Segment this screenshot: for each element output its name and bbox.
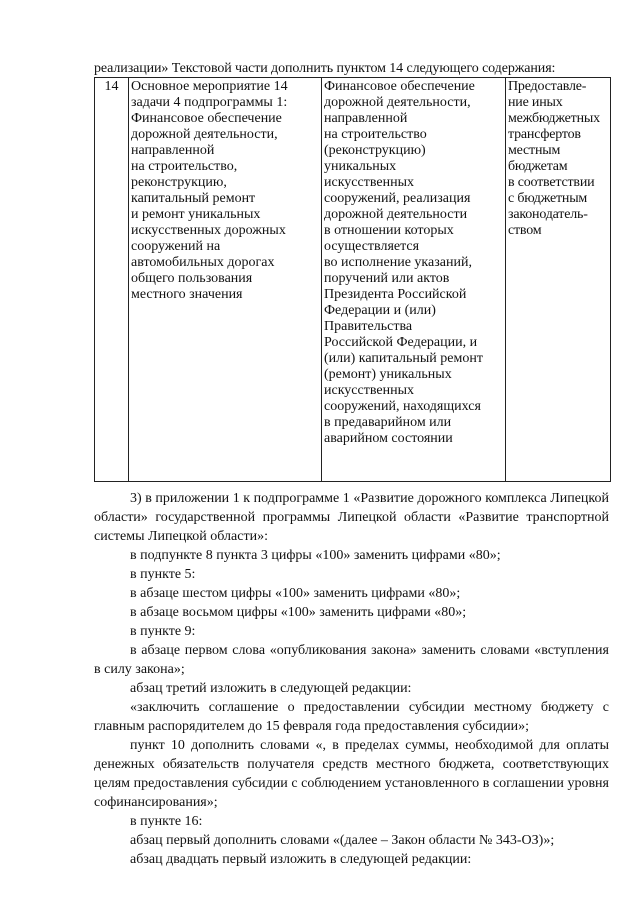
cell-line: на строительство (324, 127, 427, 142)
cell-line: в предаварийном или (324, 415, 452, 430)
cell-line: Финансовое обеспечение (131, 111, 282, 126)
cell-line: направленной (324, 111, 408, 126)
cell-line: общего пользования (131, 271, 253, 286)
paragraph: в подпункте 8 пункта 3 цифры «100» заменить цифрами «80»; (130, 548, 501, 563)
cell-line: сооружений, реализация (324, 191, 471, 206)
paragraph: «заключить соглашение о предоставлении субсидии местному бюджету с главным распорядителем до 15 февраля года предоставления субсидии»; (94, 700, 609, 734)
cell-line: в отношении которых (324, 223, 454, 238)
mechanism-cell (506, 78, 611, 482)
cell-line: во исполнение указаний, (324, 255, 472, 270)
cell-line: ние иных (508, 95, 563, 110)
cell-line: задачи 4 подпрограммы 1: (131, 95, 288, 110)
cell-line: искусственных дорожных (131, 223, 286, 238)
paragraph: 3) в приложении 1 к подпрограмме 1 «Развитие дорожного комплекса Липецкой области» государственной программы Липецкой области «Развитие транспортной системы Липецкой области»: (94, 491, 609, 544)
cell-line: Российской Федерации, и (324, 335, 478, 350)
cell-line: сооружений на (131, 239, 221, 254)
paragraph: в пункте 5: (130, 567, 196, 582)
cell-line: реконструкцию, (131, 175, 227, 190)
cell-line: межбюджетных (508, 111, 600, 126)
paragraph: в абзаце шестом цифры «100» заменить цифрами «80»; (130, 586, 461, 601)
cell-line: с бюджетным (508, 191, 588, 206)
cell-line: Федерации и (или) (324, 303, 436, 318)
paragraph: пункт 10 дополнить словами «, в пределах суммы, необходимой для оплаты денежных обязательств получателя средств местного бюджета, соответствующих целям предоставления субсидии с соблюдением установленного в соглашении уровня софинансирования»; (94, 738, 609, 810)
cell-line: (или) капитальный ремонт (324, 351, 483, 366)
cell-line: и ремонт уникальных (131, 207, 261, 222)
paragraph: в абзаце первом слова «опубликования закона» заменить словами «вступления в силу закона»; (94, 643, 609, 677)
row-number-cell: 14 (95, 78, 129, 482)
cell-line: местным (508, 143, 561, 158)
paragraph: в абзаце восьмом цифры «100» заменить цифрами «80»; (130, 605, 467, 620)
cell-line: Предоставле- (508, 79, 587, 94)
cell-line: поручений или актов (324, 271, 450, 286)
cell-line: трансфертов (508, 127, 581, 142)
cell-line: уникальных (324, 159, 397, 174)
purpose-cell (322, 78, 506, 482)
cell-line: ством (508, 223, 542, 238)
cell-line: капитальный ремонт (131, 191, 256, 206)
cell-line: направленной (131, 143, 215, 158)
cell-line: Правительства (324, 319, 413, 334)
document-body (94, 489, 609, 869)
intro-line: реализации» Текстовой части дополнить пунктом 14 следующего содержания: (94, 61, 556, 76)
measure-name-cell (129, 78, 322, 482)
table-row (95, 78, 611, 482)
cell-line: законодатель- (508, 207, 588, 222)
paragraph: в пункте 9: (130, 624, 196, 639)
cell-line: искусственных (324, 175, 414, 190)
cell-line: (реконструкцию) (324, 143, 426, 158)
paragraph: абзац третий изложить в следующей редакции: (130, 681, 412, 696)
cell-line: дорожной деятельности (324, 207, 468, 222)
program-table (94, 77, 611, 482)
cell-line: аварийном состоянии (324, 431, 453, 446)
paragraph: абзац первый дополнить словами «(далее – Закон области № 343-ОЗ)»; (130, 833, 555, 848)
cell-line: Финансовое обеспечение (324, 79, 475, 94)
cell-line: осуществляется (324, 239, 420, 254)
cell-line: дорожной деятельности, (324, 95, 471, 110)
paragraph: абзац двадцать первый изложить в следующей редакции: (130, 852, 472, 867)
cell-line: Президента Российской (324, 287, 467, 302)
cell-line: автомобильных дорогах (131, 255, 275, 270)
cell-line: в соответствии (508, 175, 595, 190)
cell-line: местного значения (131, 287, 243, 302)
cell-line: на строительство, (131, 159, 238, 174)
cell-line: сооружений, находящихся (324, 399, 481, 414)
cell-line: дорожной деятельности, (131, 127, 278, 142)
cell-line: бюджетам (508, 159, 568, 174)
cell-line: искусственных (324, 383, 414, 398)
cell-line: Основное мероприятие 14 (131, 79, 288, 94)
paragraph: в пункте 16: (130, 814, 203, 829)
cell-line: (ремонт) уникальных (324, 367, 452, 382)
